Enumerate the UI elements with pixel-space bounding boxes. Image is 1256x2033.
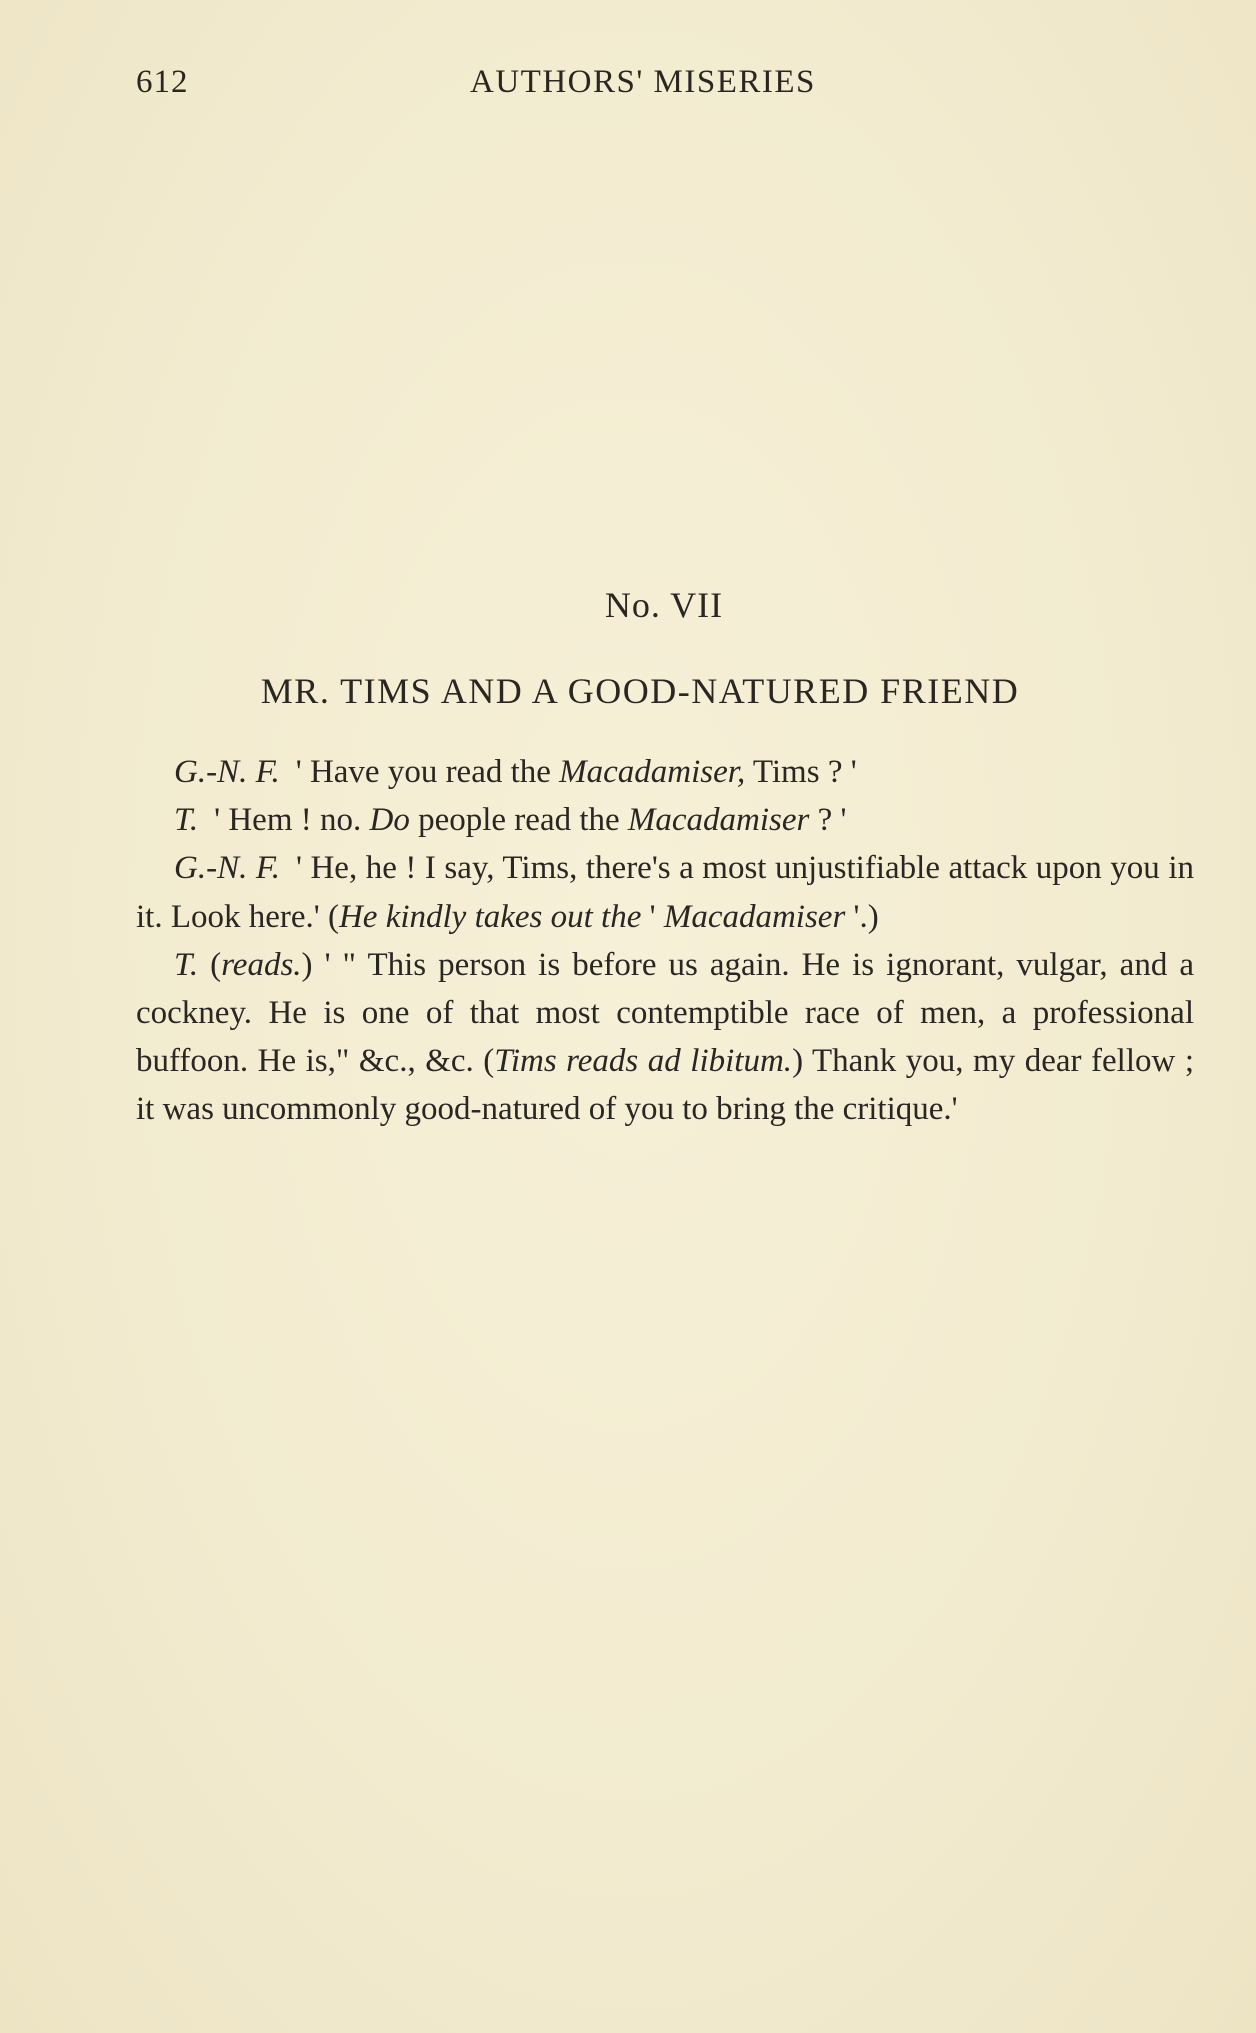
italic-run: Tims reads ad libitum. bbox=[494, 1043, 793, 1080]
body-text bbox=[136, 748, 1194, 1134]
running-title: AUTHORS' MISERIES bbox=[470, 64, 816, 100]
italic-run: Do bbox=[369, 802, 410, 839]
italic-run: reads. bbox=[221, 946, 302, 983]
paragraph-2 bbox=[136, 796, 1194, 844]
text-run: people read the bbox=[409, 802, 628, 839]
speaker-label: G.-N. F. bbox=[174, 754, 280, 790]
text-run: ' bbox=[641, 898, 664, 935]
text-run: ) ' " This person is before us again. He is ignorant, vulgar, and a cockney. He is one of that most contemptible race of men, a professional buffoon. He is," &c., &c. ( bbox=[136, 946, 1194, 1080]
paragraph-1 bbox=[136, 748, 1194, 796]
text-run: ' He, he ! I say, Tims, there's a most unjustifiable attack upon you in it. Look here.' ( bbox=[136, 850, 1194, 935]
chapter-number: No. VII bbox=[604, 585, 724, 625]
text-run: ) Thank you, my dear fellow ; it was uncommonly good-natured of you to bring the critique.' bbox=[136, 1043, 1195, 1128]
italic-run: He kindly takes out the bbox=[338, 898, 642, 935]
paragraph-3 bbox=[136, 844, 1194, 940]
text-run: ' Hem ! no. bbox=[214, 802, 370, 839]
text-run: ( bbox=[198, 946, 222, 983]
speaker-label: T. bbox=[174, 802, 199, 839]
text-run: Tims ? ' bbox=[745, 754, 857, 790]
text-run: '.) bbox=[845, 898, 879, 935]
speaker-label: G.-N. F. bbox=[174, 850, 281, 887]
chapter-title: MR. TIMS AND A GOOD-NATURED FRIEND bbox=[260, 671, 1020, 711]
italic-run: Macadamiser bbox=[663, 898, 846, 935]
text-run: ' Have you read the bbox=[295, 754, 560, 790]
italic-run: Macadamiser bbox=[627, 802, 810, 839]
italic-run: Macadamiser, bbox=[559, 754, 746, 790]
speaker-label: T. bbox=[174, 946, 199, 983]
text-run: ? ' bbox=[809, 802, 847, 839]
paragraph-4 bbox=[136, 941, 1194, 1134]
running-head bbox=[136, 64, 1194, 104]
page-number: 612 bbox=[136, 64, 189, 100]
